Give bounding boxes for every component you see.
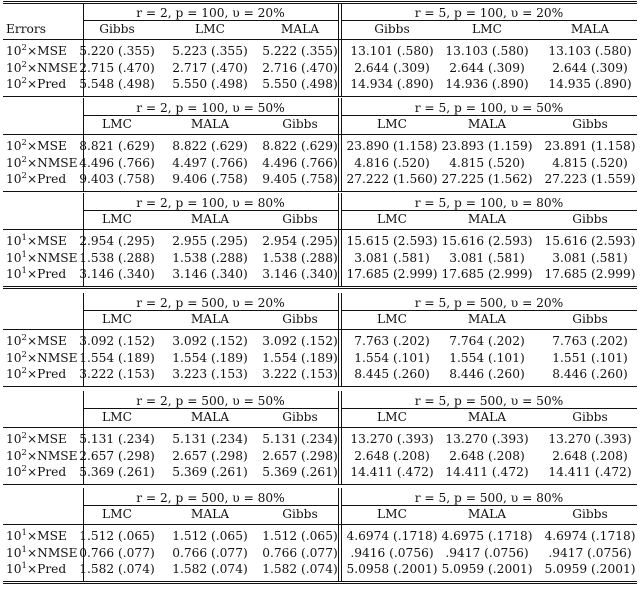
table-cell: 5.0958 (.2001) bbox=[346, 562, 438, 576]
row-label: $10^2\times Pred$ bbox=[6, 366, 67, 381]
table-cell: 2.657 (.298) bbox=[262, 448, 338, 463]
table-cell: 1.551 (.101) bbox=[552, 350, 628, 365]
row-label-exponent: 2 bbox=[21, 333, 27, 343]
table-cell: 17.685 (2.999) bbox=[346, 267, 438, 281]
table-cell: 2.954 (.295) bbox=[79, 234, 155, 248]
table-cell: 13.270 (.393) bbox=[350, 432, 434, 446]
method-header-left: LMC bbox=[102, 212, 132, 226]
table-cell: 8.445 (.260) bbox=[354, 367, 430, 381]
method-header-right: MALA bbox=[467, 312, 507, 326]
row-label: $10^2\times NMSE$ bbox=[6, 447, 78, 463]
group-title-left: r = 2, p = 500, υ = 20% bbox=[136, 296, 285, 310]
table-cell: 5.369 (.261) bbox=[172, 465, 248, 479]
row-label-exponent: 1 bbox=[21, 266, 27, 276]
table-cell: 2.716 (.470) bbox=[262, 60, 338, 75]
group-title-left: r = 2, p = 100, υ = 20% bbox=[136, 6, 285, 20]
table-cell: 27.222 (1.560) bbox=[346, 172, 438, 186]
table-cell: 2.955 (.295) bbox=[172, 234, 248, 248]
table-cell: 1.554 (.101) bbox=[449, 350, 525, 365]
row-label-exponent: 2 bbox=[21, 154, 27, 165]
table-cell: 5.223 (.355) bbox=[172, 44, 248, 58]
row-label: $10^2\times NMSE$ bbox=[6, 59, 78, 75]
row-label-metric: ×Pred bbox=[26, 465, 67, 479]
method-header-right: Gibbs bbox=[572, 212, 608, 226]
row-label-metric: ×MSE bbox=[26, 334, 67, 348]
group-rule-2 bbox=[341, 488, 342, 581]
group-title-right: r = 5, p = 500, υ = 80% bbox=[414, 491, 564, 505]
group-title-left: r = 2, p = 500, υ = 80% bbox=[136, 491, 285, 505]
table-cell: 2.644 (.309) bbox=[354, 60, 430, 75]
table-cell: 4.6974 (.1718) bbox=[346, 529, 438, 543]
row-label-metric: ×NMSE bbox=[26, 545, 78, 560]
table-cell: 8.822 (.629) bbox=[262, 139, 338, 153]
header-rule bbox=[3, 524, 637, 525]
group-title-left: r = 2, p = 100, υ = 80% bbox=[136, 196, 285, 210]
header-rule bbox=[3, 427, 637, 428]
group-title-right: r = 5, p = 100, υ = 20% bbox=[414, 6, 564, 20]
method-header-left: MALA bbox=[190, 212, 230, 226]
table-cell: 3.092 (.152) bbox=[172, 334, 248, 348]
group-rule-2 bbox=[341, 98, 342, 191]
method-header-left: Gibbs bbox=[282, 312, 318, 326]
table-cell: 2.657 (.298) bbox=[172, 448, 248, 463]
table-cell: .9416 (.0756) bbox=[350, 545, 434, 560]
method-header-left: LMC bbox=[195, 22, 225, 36]
row-label-metric: ×NMSE bbox=[26, 350, 78, 365]
group-rule bbox=[338, 193, 339, 286]
table-cell: 1.512 (.065) bbox=[79, 529, 155, 543]
table-cell: 15.616 (2.593) bbox=[544, 234, 636, 248]
method-header-right: MALA bbox=[467, 117, 507, 131]
table-cell: 2.954 (.295) bbox=[262, 234, 338, 248]
table-cell: 1.538 (.288) bbox=[79, 250, 155, 265]
method-header-right: MALA bbox=[467, 410, 507, 424]
row-label: $10^1\times MSE$ bbox=[6, 233, 67, 248]
row-label-metric: ×NMSE bbox=[26, 448, 78, 463]
method-header-left: Gibbs bbox=[282, 507, 318, 521]
table-cell: 3.146 (.340) bbox=[172, 267, 248, 281]
table-cell: 1.554 (.189) bbox=[262, 350, 338, 365]
table-cell: 4.496 (.766) bbox=[79, 155, 155, 170]
table-cell: 5.222 (.355) bbox=[262, 44, 338, 58]
method-header-right: MALA bbox=[467, 507, 507, 521]
table-cell: 4.6975 (.1718) bbox=[441, 529, 533, 543]
table-cell: 9.405 (.758) bbox=[262, 172, 338, 186]
table-cell: 17.685 (2.999) bbox=[544, 267, 636, 281]
table-cell: 2.644 (.309) bbox=[552, 60, 628, 75]
method-header-left: MALA bbox=[280, 22, 320, 36]
table-cell: 23.893 (1.159) bbox=[441, 139, 533, 153]
row-label: $10^1\times NMSE$ bbox=[6, 544, 78, 560]
table-cell: 23.890 (1.158) bbox=[346, 139, 438, 153]
table-cell: 2.717 (.470) bbox=[172, 60, 248, 75]
group-rule bbox=[338, 293, 339, 386]
method-header-left: LMC bbox=[102, 507, 132, 521]
row-label-metric: ×NMSE bbox=[26, 155, 78, 170]
table-cell: 5.131 (.234) bbox=[262, 432, 338, 446]
table-cell: 5.550 (.498) bbox=[172, 77, 248, 91]
table-cell: 1.538 (.288) bbox=[262, 250, 338, 265]
table-cell: 0.766 (.077) bbox=[79, 545, 155, 560]
table-cell: 5.131 (.234) bbox=[172, 432, 248, 446]
row-label-metric: ×Pred bbox=[26, 267, 67, 281]
table-cell: 2.644 (.309) bbox=[449, 60, 525, 75]
row-label-exponent: 2 bbox=[21, 349, 27, 360]
method-header-left: MALA bbox=[190, 507, 230, 521]
row-label-exponent: 2 bbox=[21, 138, 27, 148]
table-cell: 5.369 (.261) bbox=[79, 465, 155, 479]
table-cell: 4.6974 (.1718) bbox=[544, 529, 636, 543]
method-header-right: Gibbs bbox=[374, 22, 410, 36]
table-cell: 1.582 (.074) bbox=[79, 562, 155, 576]
row-label-metric: ×MSE bbox=[26, 529, 67, 543]
table-top-rule bbox=[3, 1, 637, 2]
table-cell: 3.092 (.152) bbox=[79, 334, 155, 348]
row-label: $10^2\times NMSE$ bbox=[6, 349, 78, 365]
method-header-right: Gibbs bbox=[572, 507, 608, 521]
method-header-right: LMC bbox=[377, 117, 407, 131]
row-label: $10^2\times MSE$ bbox=[6, 333, 67, 348]
row-label-metric: ×MSE bbox=[26, 234, 67, 248]
table-cell: 5.0959 (.2001) bbox=[544, 562, 636, 576]
row-label-metric: ×Pred bbox=[26, 562, 67, 576]
method-header-left: Gibbs bbox=[282, 117, 318, 131]
table-cell: 17.685 (2.999) bbox=[441, 267, 533, 281]
row-label: $10^2\times MSE$ bbox=[6, 138, 67, 153]
method-header-right: MALA bbox=[570, 22, 610, 36]
group-rule-2 bbox=[341, 391, 342, 484]
header-rule bbox=[3, 329, 637, 330]
table-cell: 5.369 (.261) bbox=[262, 465, 338, 479]
method-header-right: Gibbs bbox=[572, 410, 608, 424]
row-label-exponent: 2 bbox=[21, 59, 27, 70]
section-rule-2 bbox=[3, 288, 637, 289]
table-cell: 13.101 (.580) bbox=[350, 44, 434, 58]
table-cell: 4.815 (.520) bbox=[449, 155, 525, 170]
table-cell: 5.220 (.355) bbox=[79, 44, 155, 58]
method-header-left: LMC bbox=[102, 117, 132, 131]
table-cell: 9.406 (.758) bbox=[172, 172, 248, 186]
block-rule bbox=[3, 386, 637, 387]
table-cell: 7.763 (.202) bbox=[552, 334, 628, 348]
table-cell: 1.582 (.074) bbox=[262, 562, 338, 576]
table-cell: 1.554 (.189) bbox=[172, 350, 248, 365]
table-cell: 4.496 (.766) bbox=[262, 155, 338, 170]
table-top-rule-2 bbox=[3, 3, 637, 4]
method-header-left: Gibbs bbox=[99, 22, 135, 36]
table-cell: 2.715 (.470) bbox=[79, 60, 155, 75]
row-label-metric: ×NMSE bbox=[26, 250, 78, 265]
section-rule bbox=[3, 286, 637, 287]
method-header-right: LMC bbox=[377, 410, 407, 424]
table-cell: 14.935 (.890) bbox=[548, 77, 632, 91]
table-cell: 14.411 (.472) bbox=[445, 465, 529, 479]
table-cell: 27.225 (1.562) bbox=[441, 172, 533, 186]
table-cell: 8.822 (.629) bbox=[172, 139, 248, 153]
row-label-exponent: 1 bbox=[21, 528, 27, 538]
block-rule bbox=[3, 484, 637, 485]
table-cell: 27.223 (1.559) bbox=[544, 172, 636, 186]
table-cell: .9417 (.0756) bbox=[548, 545, 632, 560]
table-cell: 3.081 (.581) bbox=[354, 250, 430, 265]
method-header-right: LMC bbox=[377, 212, 407, 226]
table-cell: 5.0959 (.2001) bbox=[441, 562, 533, 576]
row-label-exponent: 1 bbox=[21, 249, 27, 260]
table-cell: 2.648 (.208) bbox=[552, 448, 628, 463]
table-cell: 13.270 (.393) bbox=[445, 432, 529, 446]
table-cell: 23.891 (1.158) bbox=[544, 139, 636, 153]
method-header-left: MALA bbox=[190, 312, 230, 326]
row-label: $10^1\times NMSE$ bbox=[6, 249, 78, 265]
group-rule-2 bbox=[341, 193, 342, 286]
table-cell: 1.512 (.065) bbox=[172, 529, 248, 543]
row-label-metric: ×Pred bbox=[26, 172, 67, 186]
row-label: $10^2\times Pred$ bbox=[6, 171, 67, 186]
table-cell: 3.081 (.581) bbox=[449, 250, 525, 265]
table-cell: 2.648 (.208) bbox=[449, 448, 525, 463]
group-rule bbox=[338, 391, 339, 484]
row-label-metric: ×MSE bbox=[26, 432, 67, 446]
table-cell: 13.103 (.580) bbox=[445, 44, 529, 58]
table-cell: 9.403 (.758) bbox=[79, 172, 155, 186]
block-rule bbox=[3, 191, 637, 192]
table-cell: 0.766 (.077) bbox=[262, 545, 338, 560]
table-cell: 1.538 (.288) bbox=[172, 250, 248, 265]
row-label-exponent: 1 bbox=[21, 561, 27, 571]
table-bottom-rule-2 bbox=[3, 583, 637, 584]
row-label-exponent: 2 bbox=[21, 447, 27, 458]
row-label-exponent: 2 bbox=[21, 431, 27, 441]
table-cell: 14.411 (.472) bbox=[548, 465, 632, 479]
table-cell: 3.146 (.340) bbox=[79, 267, 155, 281]
group-title-right: r = 5, p = 500, υ = 20% bbox=[414, 296, 564, 310]
row-label-metric: ×NMSE bbox=[26, 60, 78, 75]
header-rule bbox=[3, 229, 637, 230]
table-cell: 15.615 (2.593) bbox=[346, 234, 438, 248]
table-cell: 3.081 (.581) bbox=[552, 250, 628, 265]
table-cell: 7.764 (.202) bbox=[449, 334, 525, 348]
method-header-right: LMC bbox=[377, 507, 407, 521]
method-header-right: MALA bbox=[467, 212, 507, 226]
group-title-right: r = 5, p = 500, υ = 50% bbox=[414, 394, 564, 408]
row-label-exponent: 2 bbox=[21, 43, 27, 53]
table-cell: 8.446 (.260) bbox=[552, 367, 628, 381]
table-cell: 8.821 (.629) bbox=[79, 139, 155, 153]
table-cell: 3.223 (.153) bbox=[172, 367, 248, 381]
row-label-exponent: 2 bbox=[21, 171, 27, 181]
group-title-right: r = 5, p = 100, υ = 50% bbox=[414, 101, 564, 115]
header-rule bbox=[3, 39, 637, 40]
table-cell: 13.103 (.580) bbox=[548, 44, 632, 58]
group-title-left: r = 2, p = 500, υ = 50% bbox=[136, 394, 285, 408]
table-cell: 5.131 (.234) bbox=[79, 432, 155, 446]
table-cell: 1.512 (.065) bbox=[262, 529, 338, 543]
row-label: $10^1\times Pred$ bbox=[6, 266, 67, 281]
table-cell: 4.815 (.520) bbox=[552, 155, 628, 170]
row-label-exponent: 1 bbox=[21, 233, 27, 243]
group-rule bbox=[338, 488, 339, 581]
row-label-metric: ×Pred bbox=[26, 367, 67, 381]
table-cell: 8.446 (.260) bbox=[449, 367, 525, 381]
table-cell: 5.548 (.498) bbox=[79, 77, 155, 91]
table-cell: 3.092 (.152) bbox=[262, 334, 338, 348]
table-cell: 13.270 (.393) bbox=[548, 432, 632, 446]
block-rule bbox=[3, 96, 637, 97]
group-rule bbox=[338, 3, 339, 96]
table-cell: 1.582 (.074) bbox=[172, 562, 248, 576]
row-label-exponent: 2 bbox=[21, 76, 27, 86]
table-cell: 3.222 (.153) bbox=[79, 367, 155, 381]
table-cell: 1.554 (.189) bbox=[79, 350, 155, 365]
table-cell: 5.550 (.498) bbox=[262, 77, 338, 91]
group-rule bbox=[338, 98, 339, 191]
method-header-right: Gibbs bbox=[572, 117, 608, 131]
table-cell: 3.146 (.340) bbox=[262, 267, 338, 281]
row-label: $10^1\times MSE$ bbox=[6, 528, 67, 543]
method-header-left: MALA bbox=[190, 117, 230, 131]
method-header-left: MALA bbox=[190, 410, 230, 424]
table-bottom-rule bbox=[3, 581, 637, 582]
table-cell: .9417 (.0756) bbox=[445, 545, 529, 560]
table-cell: 4.497 (.766) bbox=[172, 155, 248, 170]
table-cell: 2.648 (.208) bbox=[354, 448, 430, 463]
row-label-exponent: 2 bbox=[21, 464, 27, 474]
errors-header: Errors bbox=[6, 22, 46, 36]
group-rule-2 bbox=[341, 293, 342, 386]
group-rule-2 bbox=[341, 3, 342, 96]
method-header-left: Gibbs bbox=[282, 212, 318, 226]
row-label-metric: ×MSE bbox=[26, 139, 67, 153]
table-cell: 2.657 (.298) bbox=[79, 448, 155, 463]
method-header-left: LMC bbox=[102, 312, 132, 326]
table-cell: 4.816 (.520) bbox=[354, 155, 430, 170]
row-label-exponent: 2 bbox=[21, 366, 27, 376]
group-title-left: r = 2, p = 100, υ = 50% bbox=[136, 101, 285, 115]
row-label: $10^2\times Pred$ bbox=[6, 76, 67, 91]
method-header-right: LMC bbox=[377, 312, 407, 326]
row-label-metric: ×Pred bbox=[26, 77, 67, 91]
method-header-left: Gibbs bbox=[282, 410, 318, 424]
header-rule bbox=[3, 134, 637, 135]
row-label: $10^2\times MSE$ bbox=[6, 43, 67, 58]
table-cell: 14.934 (.890) bbox=[350, 77, 434, 91]
row-label: $10^2\times NMSE$ bbox=[6, 154, 78, 170]
table-cell: 7.763 (.202) bbox=[354, 334, 430, 348]
table-cell: 15.616 (2.593) bbox=[441, 234, 533, 248]
table-cell: 0.766 (.077) bbox=[172, 545, 248, 560]
table-cell: 14.936 (.890) bbox=[445, 77, 529, 91]
row-label: $10^2\times MSE$ bbox=[6, 431, 67, 446]
row-label-metric: ×MSE bbox=[26, 44, 67, 58]
row-label-exponent: 1 bbox=[21, 544, 27, 555]
method-header-right: LMC bbox=[472, 22, 502, 36]
table-cell: 1.554 (.101) bbox=[354, 350, 430, 365]
row-label: $10^1\times Pred$ bbox=[6, 561, 67, 576]
row-label: $10^2\times Pred$ bbox=[6, 464, 67, 479]
table-cell: 14.411 (.472) bbox=[350, 465, 434, 479]
group-title-right: r = 5, p = 100, υ = 80% bbox=[414, 196, 564, 210]
table-cell: 3.222 (.153) bbox=[262, 367, 338, 381]
method-header-left: LMC bbox=[102, 410, 132, 424]
method-header-right: Gibbs bbox=[572, 312, 608, 326]
